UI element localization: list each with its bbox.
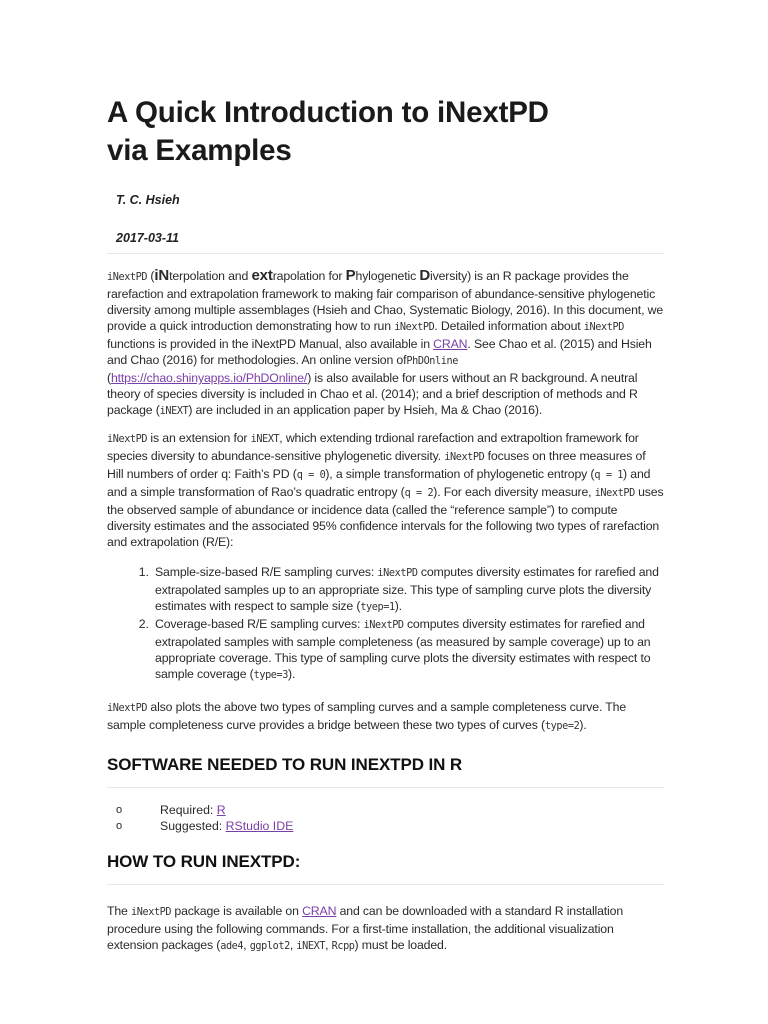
title-line-1: A Quick Introduction to iNextPD — [107, 96, 549, 129]
code-inline: iNextPD — [377, 568, 418, 579]
text: terpolation and — [169, 269, 252, 283]
text: ). — [394, 599, 402, 613]
bullet-icon: o — [116, 820, 123, 832]
r-link[interactable]: R — [216, 803, 226, 817]
software-list — [107, 802, 664, 834]
text: ). — [288, 667, 296, 681]
text: , — [289, 938, 297, 952]
bullet-icon: o — [116, 804, 123, 816]
text: Required: — [160, 803, 217, 817]
divider — [107, 253, 664, 254]
text: and can be downloaded with a standard R installation procedure using the following commands. For a first-time installation, the additional visualization extension packages ( — [107, 904, 624, 952]
code-inline: PhDOnline — [406, 356, 458, 367]
text: ) and and a simple transformation of Rao’s quadratic entropy ( — [107, 467, 651, 499]
phdonline-link[interactable]: https://chao.shinyapps.io/PhDOnline/ — [110, 371, 308, 385]
text: , — [243, 938, 250, 952]
text: uses the observed sample of abundance or incidence data (called the “reference sample”) to compute diversity estimates and the associated 95% confidence intervals for the following two types of rarefaction and extrapolation (R/E): — [107, 485, 664, 549]
text: , — [325, 938, 332, 952]
plots-paragraph — [107, 699, 664, 735]
code-inline: iNextPD — [131, 907, 172, 918]
code-inline: iNEXT — [159, 406, 189, 417]
howto-heading: HOW TO RUN INEXTPD: — [107, 852, 301, 871]
code-inline: q = 0 — [296, 470, 326, 481]
text: focuses on three measures of Hill numbers of order q: Faith’s PD ( — [107, 449, 646, 481]
text: . See Chao et al. (2015) and Hsieh and Chao (2016) for methodologies. An online version of — [107, 337, 652, 367]
cran-link[interactable]: CRAN — [433, 337, 468, 351]
document-title — [107, 94, 664, 170]
emphasis-letters: ext — [251, 267, 273, 284]
text: Suggested: — [160, 819, 226, 833]
author: T. C. Hsieh — [116, 193, 180, 207]
rstudio-link[interactable]: RStudio IDE — [225, 819, 294, 833]
software-heading: SOFTWARE NEEDED TO RUN INEXTPD IN R — [107, 755, 463, 774]
list-item — [107, 802, 664, 818]
text: ). For each diversity measure, — [433, 485, 595, 499]
code-inline: iNextPD — [107, 272, 148, 283]
text: ) is also available for users without an R background. A neutral theory of species diversity is included in Chao et al. (2014); and a brief description of methods and R package ( — [107, 371, 638, 417]
divider — [107, 787, 664, 788]
text: package is available on — [171, 904, 303, 918]
list-item — [107, 818, 664, 834]
text: The — [107, 904, 132, 918]
title-line-2: via Examples — [107, 134, 292, 167]
code-inline: ggplot2 — [249, 941, 290, 952]
divider — [107, 884, 664, 885]
date: 2017-03-11 — [116, 231, 180, 245]
text: iversity) is an R package provides the rarefaction and extrapolation framework to making fair comparison of abundance-sensitive phylogenetic diversity among multiple assemblages (Hsieh and Chao, Systematic Biology, 2016). In this document, we provide a quick introduction demonstrating how to run — [107, 269, 664, 333]
code-inline: ade4 — [220, 941, 244, 952]
code-inline: Rcpp — [331, 941, 355, 952]
text: functions is provided in the iNextPD Manual, also available in — [107, 337, 434, 351]
code-inline: iNextPD — [444, 452, 485, 463]
list-item — [152, 564, 664, 616]
code-inline: iNextPD — [583, 322, 624, 333]
cran-link[interactable]: CRAN — [302, 904, 337, 918]
text: also plots the above two types of sampling curves and a sample completeness curve. The sample completeness curve provides a bridge between these two types of curves ( — [107, 700, 627, 732]
code-inline: iNEXT — [296, 941, 326, 952]
document-page — [107, 94, 664, 955]
text: ). — [579, 718, 587, 732]
text: computes diversity estimates for rarefied and extrapolated samples up to an appropriate size. This type of sampling curve plots the diversity estimates with respect to sample size ( — [155, 565, 659, 613]
code-inline: iNextPD — [363, 620, 404, 631]
code-inline: iNextPD — [107, 703, 148, 714]
text: ) must be loaded. — [354, 938, 448, 952]
code-inline: iNextPD — [594, 488, 635, 499]
text: ( — [147, 269, 155, 283]
code-inline: type=3 — [253, 670, 289, 681]
text: , which extending trdional rarefaction and extrapoltion framework for species diversity to abundance-sensitive phylogenetic diversity. — [107, 431, 639, 463]
text: rapolation for — [272, 269, 346, 283]
extension-paragraph — [107, 430, 664, 550]
text: ), a simple transformation of phylogenetic entropy ( — [325, 467, 595, 481]
code-inline: tyep=1 — [360, 602, 395, 613]
curve-types-list — [107, 564, 664, 684]
code-inline: q = 1 — [594, 470, 624, 481]
emphasis-letters: P — [345, 267, 356, 284]
text: Sample-size-based R/E sampling curves: — [155, 565, 378, 579]
code-inline: iNextPD — [107, 434, 148, 445]
text: ) are included in an application paper by Hsieh, Ma & Chao (2016). — [188, 403, 543, 417]
code-inline: q = 2 — [404, 488, 434, 499]
intro-paragraph — [107, 268, 664, 420]
code-inline: iNextPD — [394, 322, 435, 333]
code-inline: iNEXT — [250, 434, 280, 445]
text: is an extension for — [147, 431, 251, 445]
text: hylogenetic — [355, 269, 420, 283]
list-item — [152, 616, 664, 684]
emphasis-letters: D — [419, 267, 431, 284]
howto-paragraph — [107, 903, 664, 955]
text: Coverage-based R/E sampling curves: — [155, 617, 364, 631]
code-inline: type=2 — [544, 721, 580, 732]
emphasis-letters: iN — [154, 267, 170, 284]
text: . Detailed information about — [434, 319, 584, 333]
text: computes diversity estimates for rarefied and extrapolated samples with sample completeness (as measured by sample coverage) up to an appropriate coverage. This type of sampling curve plots the diversity estimates with respect to sample coverage ( — [155, 617, 651, 681]
text: ( — [107, 371, 111, 385]
